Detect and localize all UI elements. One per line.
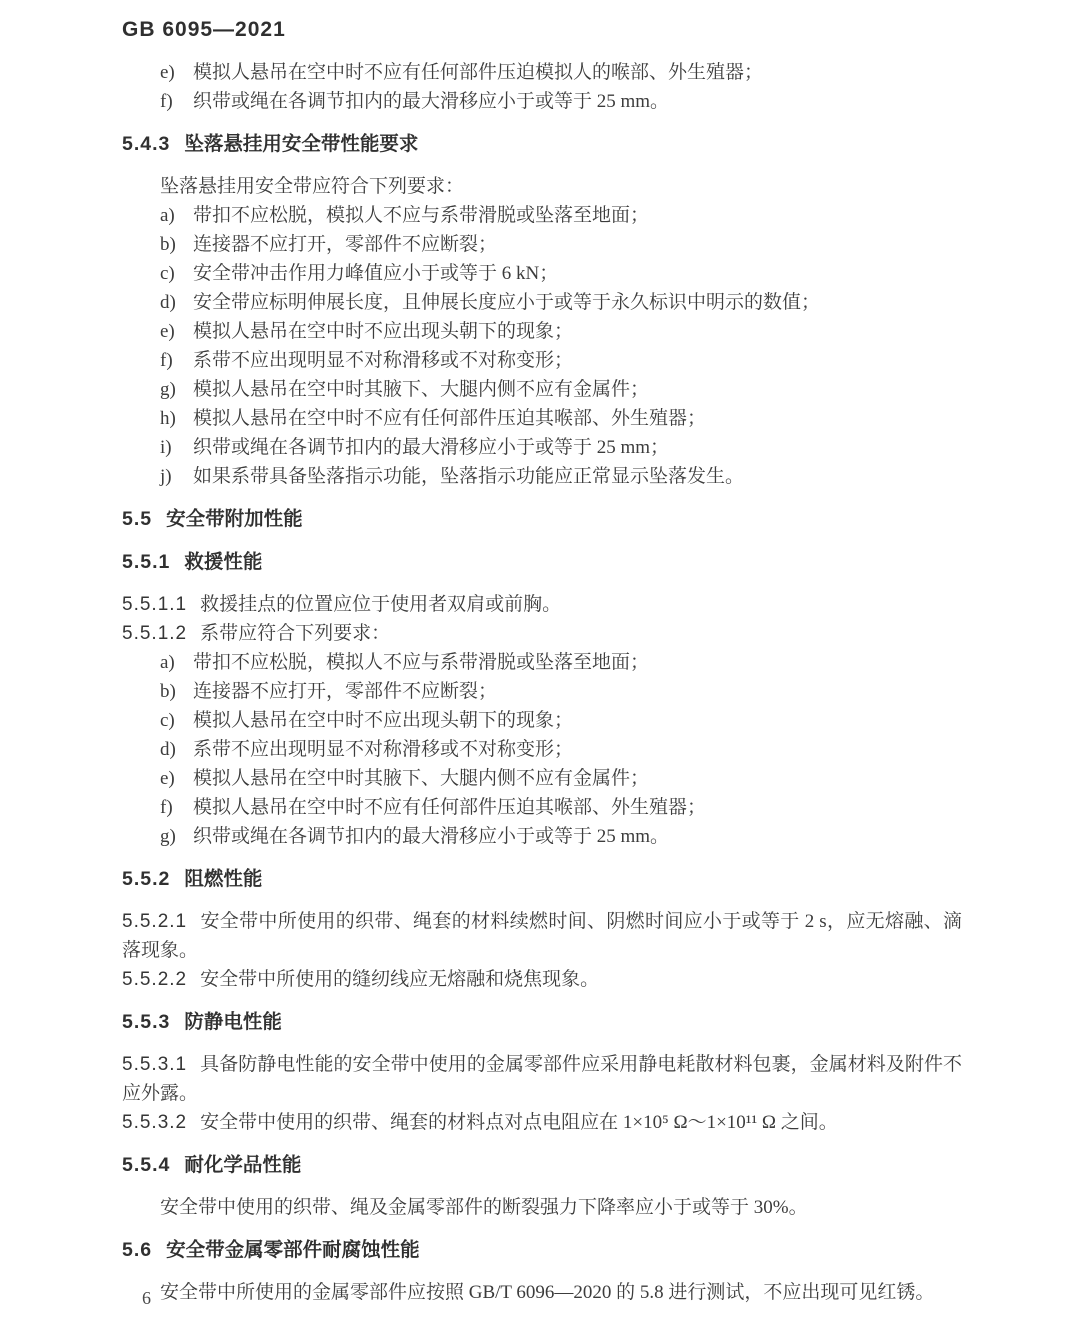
section-title: 救援性能 [184,551,263,573]
list-item-text: 模拟人悬吊在空中时不应有任何部件压迫其喉部、外生殖器； [193,408,707,429]
paragraph-text: 系带应符合下列要求： [200,623,391,644]
list-item-text: 带扣不应松脱，模拟人不应与系带滑脱或坠落至地面； [193,205,650,226]
paragraph-text: 安全带中所使用的缝纫线应无熔融和烧焦现象。 [200,969,600,990]
list-item [122,433,962,462]
list-item-marker: a) [160,205,175,226]
list-item-marker: f) [160,91,173,112]
list-item-text: 安全带冲击作用力峰值应小于或等于 6 kN； [193,263,559,284]
section-title: 安全带附加性能 [166,508,303,530]
list-item-marker: b) [160,681,176,702]
list-item-text: 模拟人悬吊在空中时其腋下、大腿内侧不应有金属件； [193,768,650,789]
list-item-text: 连接器不应打开，零部件不应断裂； [193,681,498,702]
list-item-marker: h) [160,408,176,429]
list-item [122,764,962,793]
list-item-marker: g) [160,826,176,847]
paragraph-text: 坠落悬挂用安全带应符合下列要求： [160,176,465,197]
list-item [122,288,962,317]
paragraph-text: 安全带中使用的织带、绳及金属零部件的断裂强力下降率应小于或等于 30%。 [160,1197,808,1218]
list-item [122,735,962,764]
section-heading [122,130,962,159]
list-item [122,230,962,259]
paragraph [122,965,962,994]
paragraph [122,590,962,619]
list-item-text: 安全带应标明伸展长度，且伸展长度应小于或等于永久标识中明示的数值； [193,292,821,313]
list-item-text: 织带或绳在各调节扣内的最大滑移应小于或等于 25 mm。 [193,91,670,112]
paragraph-text: 安全带中所使用的织带、绳套的材料续燃时间、阴燃时间应小于或等于 2 s，应无熔融、滴落现象。 [122,911,962,961]
paragraph [122,619,962,648]
section-heading [122,1236,962,1265]
list-item [122,58,962,87]
paragraph [122,1050,962,1108]
list-item [122,822,962,851]
list-item-marker: e) [160,321,175,342]
list-item-marker: b) [160,234,176,255]
section-title: 坠落悬挂用安全带性能要求 [184,133,419,155]
clause-number: 5.5.1.1 [122,594,188,615]
clause-number: 5.5.1.2 [122,623,188,644]
section-title: 耐化学品性能 [184,1154,302,1176]
clause-number: 5.5.2.1 [122,911,188,932]
standard-number-header: GB 6095—2021 [122,18,286,41]
list-item [122,677,962,706]
paragraph [122,172,962,201]
list-item-marker: e) [160,768,175,789]
section-heading [122,505,962,534]
paragraph-text: 安全带中使用的织带、绳套的材料点对点电阻应在 1×10⁵ Ω～1×10¹¹ Ω 之间。 [200,1112,838,1133]
list-item [122,793,962,822]
paragraph [122,1193,962,1222]
list-item-text: 连接器不应打开，零部件不应断裂； [193,234,498,255]
list-item [122,317,962,346]
list-item-text: 模拟人悬吊在空中时不应有任何部件压迫其喉部、外生殖器； [193,797,707,818]
section-heading [122,548,962,577]
list-item [122,648,962,677]
section-title: 阻燃性能 [184,868,263,890]
paragraph [122,907,962,965]
list-item-marker: f) [160,350,173,371]
list-item-text: 模拟人悬吊在空中时不应有任何部件压迫模拟人的喉部、外生殖器； [193,62,764,83]
list-item [122,462,962,491]
list-item-text: 系带不应出现明显不对称滑移或不对称变形； [193,350,574,371]
section-number: 5.5.1 [122,551,171,573]
list-item-text: 模拟人悬吊在空中时不应出现头朝下的现象； [193,710,574,731]
list-item [122,404,962,433]
section-title: 防静电性能 [184,1011,282,1033]
list-item [122,706,962,735]
list-item-text: 系带不应出现明显不对称滑移或不对称变形； [193,739,574,760]
section-number: 5.5.2 [122,868,171,890]
list-item [122,346,962,375]
clause-number: 5.5.3.2 [122,1112,188,1133]
list-item-marker: f) [160,797,173,818]
list-item-text: 织带或绳在各调节扣内的最大滑移应小于或等于 25 mm； [193,437,670,458]
list-item [122,259,962,288]
list-item-marker: g) [160,379,176,400]
paragraph-text: 救援挂点的位置应位于使用者双肩或前胸。 [200,594,562,615]
list-item-marker: a) [160,652,175,673]
paragraph [122,1108,962,1137]
list-item-marker: i) [160,437,172,458]
list-item-marker: j) [160,466,172,487]
list-item-text: 模拟人悬吊在空中时不应出现头朝下的现象； [193,321,574,342]
section-heading [122,1151,962,1180]
paragraph [122,1278,962,1307]
section-heading [122,865,962,894]
list-item-text: 如果系带具备坠落指示功能，坠落指示功能应正常显示坠落发生。 [193,466,745,487]
section-number: 5.4.3 [122,133,171,155]
section-number: 5.5 [122,508,153,530]
list-item-marker: d) [160,739,176,760]
section-number: 5.5.3 [122,1011,171,1033]
list-item [122,87,962,116]
section-title: 安全带金属零部件耐腐蚀性能 [166,1239,420,1261]
section-heading [122,1008,962,1037]
section-number: 5.6 [122,1239,153,1261]
list-item-text: 带扣不应松脱，模拟人不应与系带滑脱或坠落至地面； [193,652,650,673]
list-item-text: 织带或绳在各调节扣内的最大滑移应小于或等于 25 mm。 [193,826,670,847]
paragraph-text: 具备防静电性能的安全带中使用的金属零部件应采用静电耗散材料包裹，金属材料及附件不应外露。 [122,1054,962,1104]
clause-number: 5.5.2.2 [122,969,188,990]
list-item-marker: c) [160,263,175,284]
list-item [122,201,962,230]
clause-number: 5.5.3.1 [122,1054,188,1075]
document-content [122,58,962,1307]
list-item-marker: d) [160,292,176,313]
paragraph-text: 安全带中所使用的金属零部件应按照 GB/T 6096—2020 的 5.8 进行测试，不应出现可见红锈。 [160,1282,935,1303]
list-item-marker: e) [160,62,175,83]
section-number: 5.5.4 [122,1154,171,1176]
list-item-text: 模拟人悬吊在空中时其腋下、大腿内侧不应有金属件； [193,379,650,400]
list-item-marker: c) [160,710,175,731]
list-item [122,375,962,404]
page-number: 6 [142,1288,151,1308]
